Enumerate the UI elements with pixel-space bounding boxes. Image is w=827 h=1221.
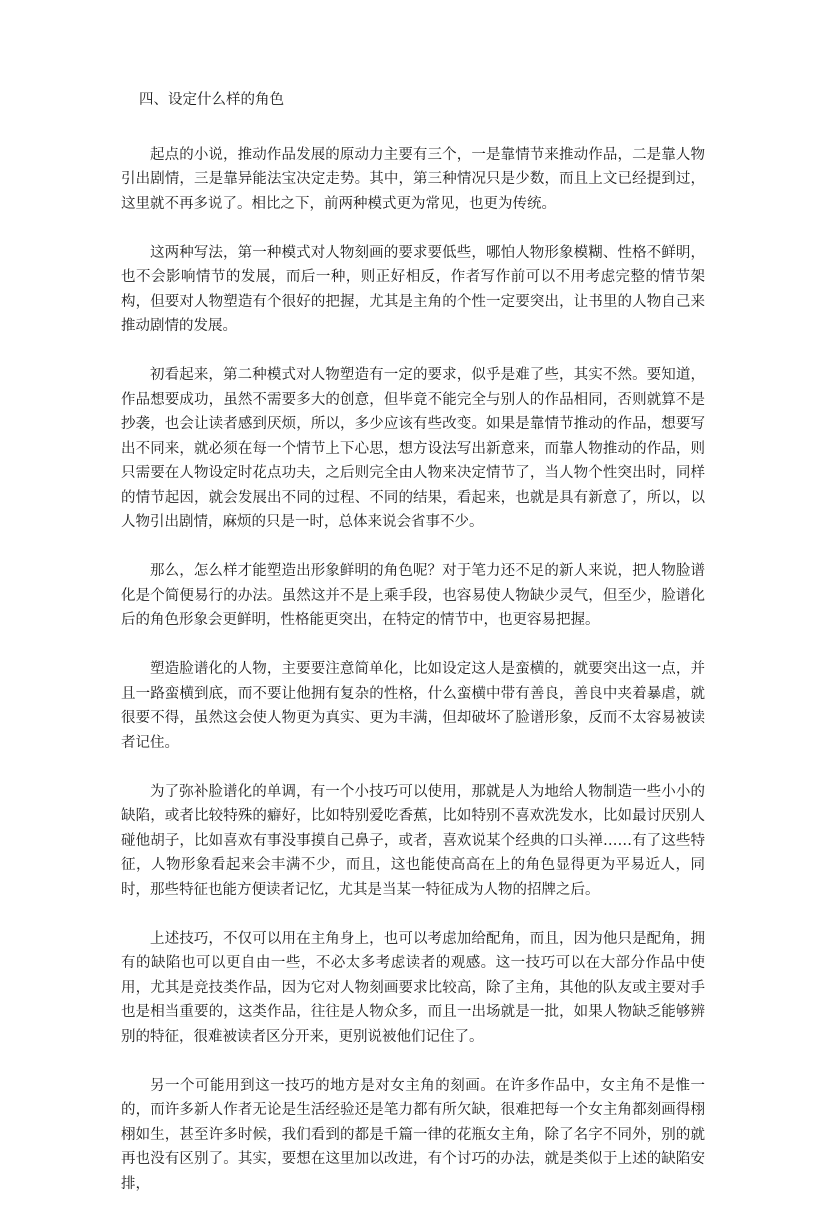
section-heading: 四、设定什么样的角色 xyxy=(139,92,284,108)
paragraph-8: 另一个可能用到这一技巧的地方是对女主角的刻画。在许多作品中，女主角不是惟一的，而许多新人作者无论是生活经验还是笔力都有所欠缺，很难把每一个女主角都刻画得栩栩如生，甚至许多时候，我们看到的都是千篇一律的花瓶女主角，除了名字不同外，别的就再也没有区别了。其实，要想在这里加以改进，有个讨巧的办法，就是类似于上述的缺陷安排， xyxy=(121,1077,705,1192)
paragraph-7: 上述技巧，不仅可以用在主角身上，也可以考虑加给配角，而且，因为他只是配角，拥有的缺陷也可以更自由一些，不必太多考虑读者的观感。这一技巧可以在大部分作品中使用，尤其是竞技类作品，因为它对人物刻画要求比较高，除了主角，其他的队友或主要对手也是相当重要的，这类作品，往往是人物众多，而且一出场就是一批，如果人物缺乏能够辨别的特征，很难被读者区分开来，更别说被他们记住了。 xyxy=(121,930,705,1045)
paragraph-1: 起点的小说，推动作品发展的原动力主要有三个，一是靠情节来推动作品，二是靠人物引出剧情，三是靠异能法宝决定走势。其中，第三种情况只是少数，而且上文已经提到过，这里就不再多说了。相比之下，前两种模式更为常见，也更为传统。 xyxy=(121,146,705,212)
paragraph-6: 为了弥补脸谱化的单调，有一个小技巧可以使用，那就是人为地给人物制造一些小小的缺陷，或者比较特殊的癖好，比如特别爱吃香蕉，比如特别不喜欢洗发水，比如最讨厌别人碰他胡子，比如喜欢有事没事摸自己鼻子，或者，喜欢说某个经典的口头禅……有了这些特征，人物形象看起来会丰满不少，而且，这也能使高高在上的角色显得更为平易近人，同时，那些特征也能方便读者记忆，尤其是当某一特征成为人物的招牌之后。 xyxy=(121,783,705,898)
paragraph-2: 这两种写法，第一种模式对人物刻画的要求要低些，哪怕人物形象模糊、性格不鲜明，也不会影响情节的发展，而后一种，则正好相反，作者写作前可以不用考虑完整的情节架构，但要对人物塑造有个很好的把握，尤其是主角的个性一定要突出，让书里的人物自己来推动剧情的发展。 xyxy=(121,244,705,334)
paragraph-4: 那么，怎么样才能塑造出形象鲜明的角色呢？对于笔力还不足的新人来说，把人物脸谱化是个简便易行的办法。虽然这并不是上乘手段，也容易使人物缺少灵气，但至少，脸谱化后的角色形象会更鲜明，性格能更突出，在特定的情节中，也更容易把握。 xyxy=(121,563,705,628)
paragraph-5: 塑造脸谱化的人物，主要要注意简单化，比如设定这人是蛮横的，就要突出这一点，并且一路蛮横到底，而不要让他拥有复杂的性格，什么蛮横中带有善良，善良中夹着暴虐，就很要不得，虽然这会使人物更为真实、更为丰满，但却破坏了脸谱形象，反而不太容易被读者记住。 xyxy=(121,661,705,751)
document-page xyxy=(121,88,705,1221)
paragraph-3: 初看起来，第二种模式对人物塑造有一定的要求，似乎是难了些，其实不然。要知道，作品想要成功，虽然不需要多大的创意，但毕竟不能完全与别人的作品相同，否则就算不是抄袭，也会让读者感到厌烦，所以，多少应该有些改变。如果是靠情节推动的作品，想要写出不同来，就必须在每一个情节上下心思，想方设法写出新意来，而靠人物推动的作品，则只需要在人物设定时花点功夫，之后则完全由人物来决定情节了，当人物个性突出时，同样的情节起因，就会发展出不同的过程、不同的结果，看起来，也就是具有新意了，所以，以人物引出剧情，麻烦的只是一时，总体来说会省事不少。 xyxy=(121,367,705,530)
